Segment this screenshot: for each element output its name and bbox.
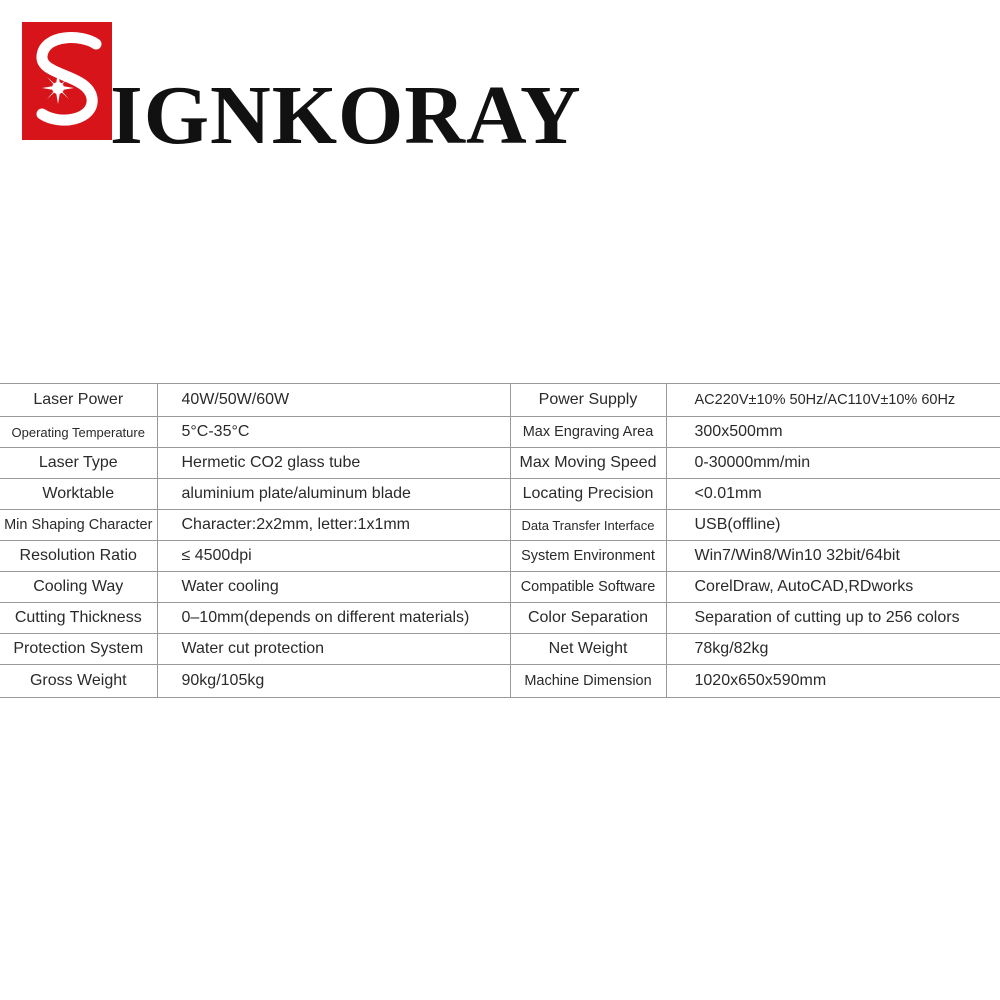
spec-value: Water cooling [157,572,510,603]
spec-value: Win7/Win8/Win10 32bit/64bit [666,541,1000,572]
spec-value: AC220V±10% 50Hz/AC110V±10% 60Hz [666,384,1000,417]
spec-value: 300x500mm [666,417,1000,448]
spec-label: Cooling Way [0,572,157,603]
spec-label: Laser Type [0,448,157,479]
table-row [0,479,1000,510]
spec-value: 1020x650x590mm [666,665,1000,698]
spec-label: Gross Weight [0,665,157,698]
table-row [0,634,1000,665]
spec-label: Data Transfer Interface [510,510,666,541]
spec-label: Net Weight [510,634,666,665]
table-row [0,384,1000,417]
spec-value: Water cut protection [157,634,510,665]
spec-value: Hermetic CO2 glass tube [157,448,510,479]
spec-value: 0-30000mm/min [666,448,1000,479]
spec-label: Protection System [0,634,157,665]
table-row [0,417,1000,448]
spec-label: Operating Temperature [0,417,157,448]
spec-value: <0.01mm [666,479,1000,510]
spec-table [0,383,1000,698]
logo-red-box [22,22,112,140]
spec-value: 78kg/82kg [666,634,1000,665]
table-row [0,572,1000,603]
brand-name: IGNKORAY [110,69,582,162]
spec-value: ≤ 4500dpi [157,541,510,572]
spec-label: Max Moving Speed [510,448,666,479]
spec-value: Separation of cutting up to 256 colors [666,603,1000,634]
spec-value: CorelDraw, AutoCAD,RDworks [666,572,1000,603]
spec-label: Max Engraving Area [510,417,666,448]
spec-label: Power Supply [510,384,666,417]
table-row [0,603,1000,634]
spec-label: Compatible Software [510,572,666,603]
spec-label: System Environment [510,541,666,572]
spec-value: 40W/50W/60W [157,384,510,417]
spec-label: Resolution Ratio [0,541,157,572]
spec-value: aluminium plate/aluminum blade [157,479,510,510]
spec-label: Machine Dimension [510,665,666,698]
spec-value: USB(offline) [666,510,1000,541]
spec-label: Cutting Thickness [0,603,157,634]
spec-label: Laser Power [0,384,157,417]
table-row [0,510,1000,541]
spec-value: Character:2x2mm, letter:1x1mm [157,510,510,541]
spec-label: Worktable [0,479,157,510]
spec-value: 90kg/105kg [157,665,510,698]
table-row [0,541,1000,572]
spec-value: 0–10mm(depends on different materials) [157,603,510,634]
spec-value: 5°C-35°C [157,417,510,448]
table-row [0,665,1000,698]
spec-label: Color Separation [510,603,666,634]
spec-label: Min Shaping Character [0,510,157,541]
table-row [0,448,1000,479]
spec-label: Locating Precision [510,479,666,510]
logo-s-mark [22,22,112,140]
